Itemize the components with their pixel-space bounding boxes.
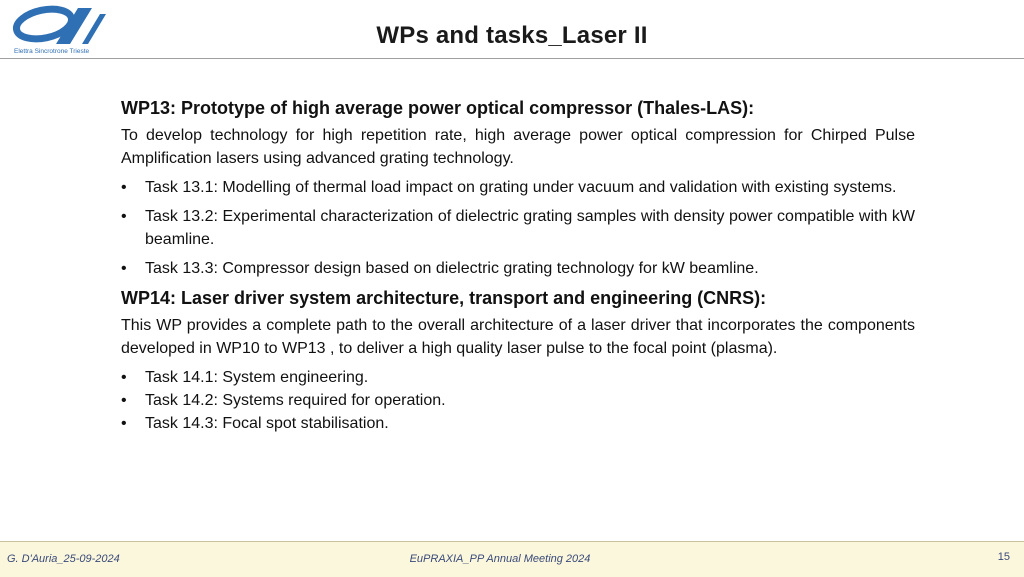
- header-divider: [0, 58, 1024, 59]
- wp14-section: [121, 286, 915, 435]
- task-text: Task 13.2: Experimental characterization of dielectric grating samples with density power compatible with kW beamline.: [145, 208, 915, 248]
- list-item: [121, 412, 915, 435]
- wp13-title: WP13: Prototype of high average power optical compressor (Thales-LAS):: [121, 98, 755, 118]
- slide-content: [121, 96, 915, 435]
- wp14-title: WP14: Laser driver system architecture, transport and engineering (CNRS):: [121, 288, 767, 308]
- wp13-section: [121, 96, 915, 280]
- wp13-description: To develop technology for high repetition rate, high average power optical compression for Chirped Pulse Amplification lasers using advanced grating technology.: [121, 127, 915, 167]
- task-text: Task 13.3: Compressor design based on dielectric grating technology for kW beamline.: [145, 260, 759, 277]
- wp14-task-list: [121, 366, 915, 435]
- bullet-icon: •: [121, 392, 127, 409]
- task-text: Task 14.3: Focal spot stabilisation.: [145, 415, 389, 432]
- page-title: WPs and tasks_Laser II: [376, 22, 648, 49]
- list-item: [121, 205, 915, 251]
- bullet-icon: •: [121, 260, 127, 277]
- list-item: [121, 176, 915, 199]
- list-item: [121, 366, 915, 389]
- footer-author-date: G. D'Auria_25-09-2024: [7, 553, 120, 565]
- slide-footer: [0, 541, 1024, 577]
- slide-header: [0, 0, 1024, 60]
- bullet-icon: •: [121, 369, 127, 386]
- wp13-task-list: [121, 176, 915, 280]
- bullet-icon: •: [121, 208, 127, 225]
- bullet-icon: •: [121, 179, 127, 196]
- bullet-icon: •: [121, 415, 127, 432]
- wp14-description: This WP provides a complete path to the overall architecture of a laser driver that incorporates the components developed in WP10 to WP13 , to deliver a high quality laser pulse to the focal point (plasma).: [121, 317, 915, 357]
- footer-event: EuPRAXIA_PP Annual Meeting 2024: [409, 553, 591, 565]
- task-text: Task 14.1: System engineering.: [145, 369, 369, 386]
- task-text: Task 13.1: Modelling of thermal load impact on grating under vacuum and validation with existing systems.: [145, 179, 897, 196]
- task-text: Task 14.2: Systems required for operation.: [145, 392, 446, 409]
- list-item: [121, 257, 915, 280]
- logo-caption: Elettra Sincrotrone Trieste: [14, 48, 90, 55]
- list-item: [121, 389, 915, 412]
- page-number: 15: [997, 551, 1010, 563]
